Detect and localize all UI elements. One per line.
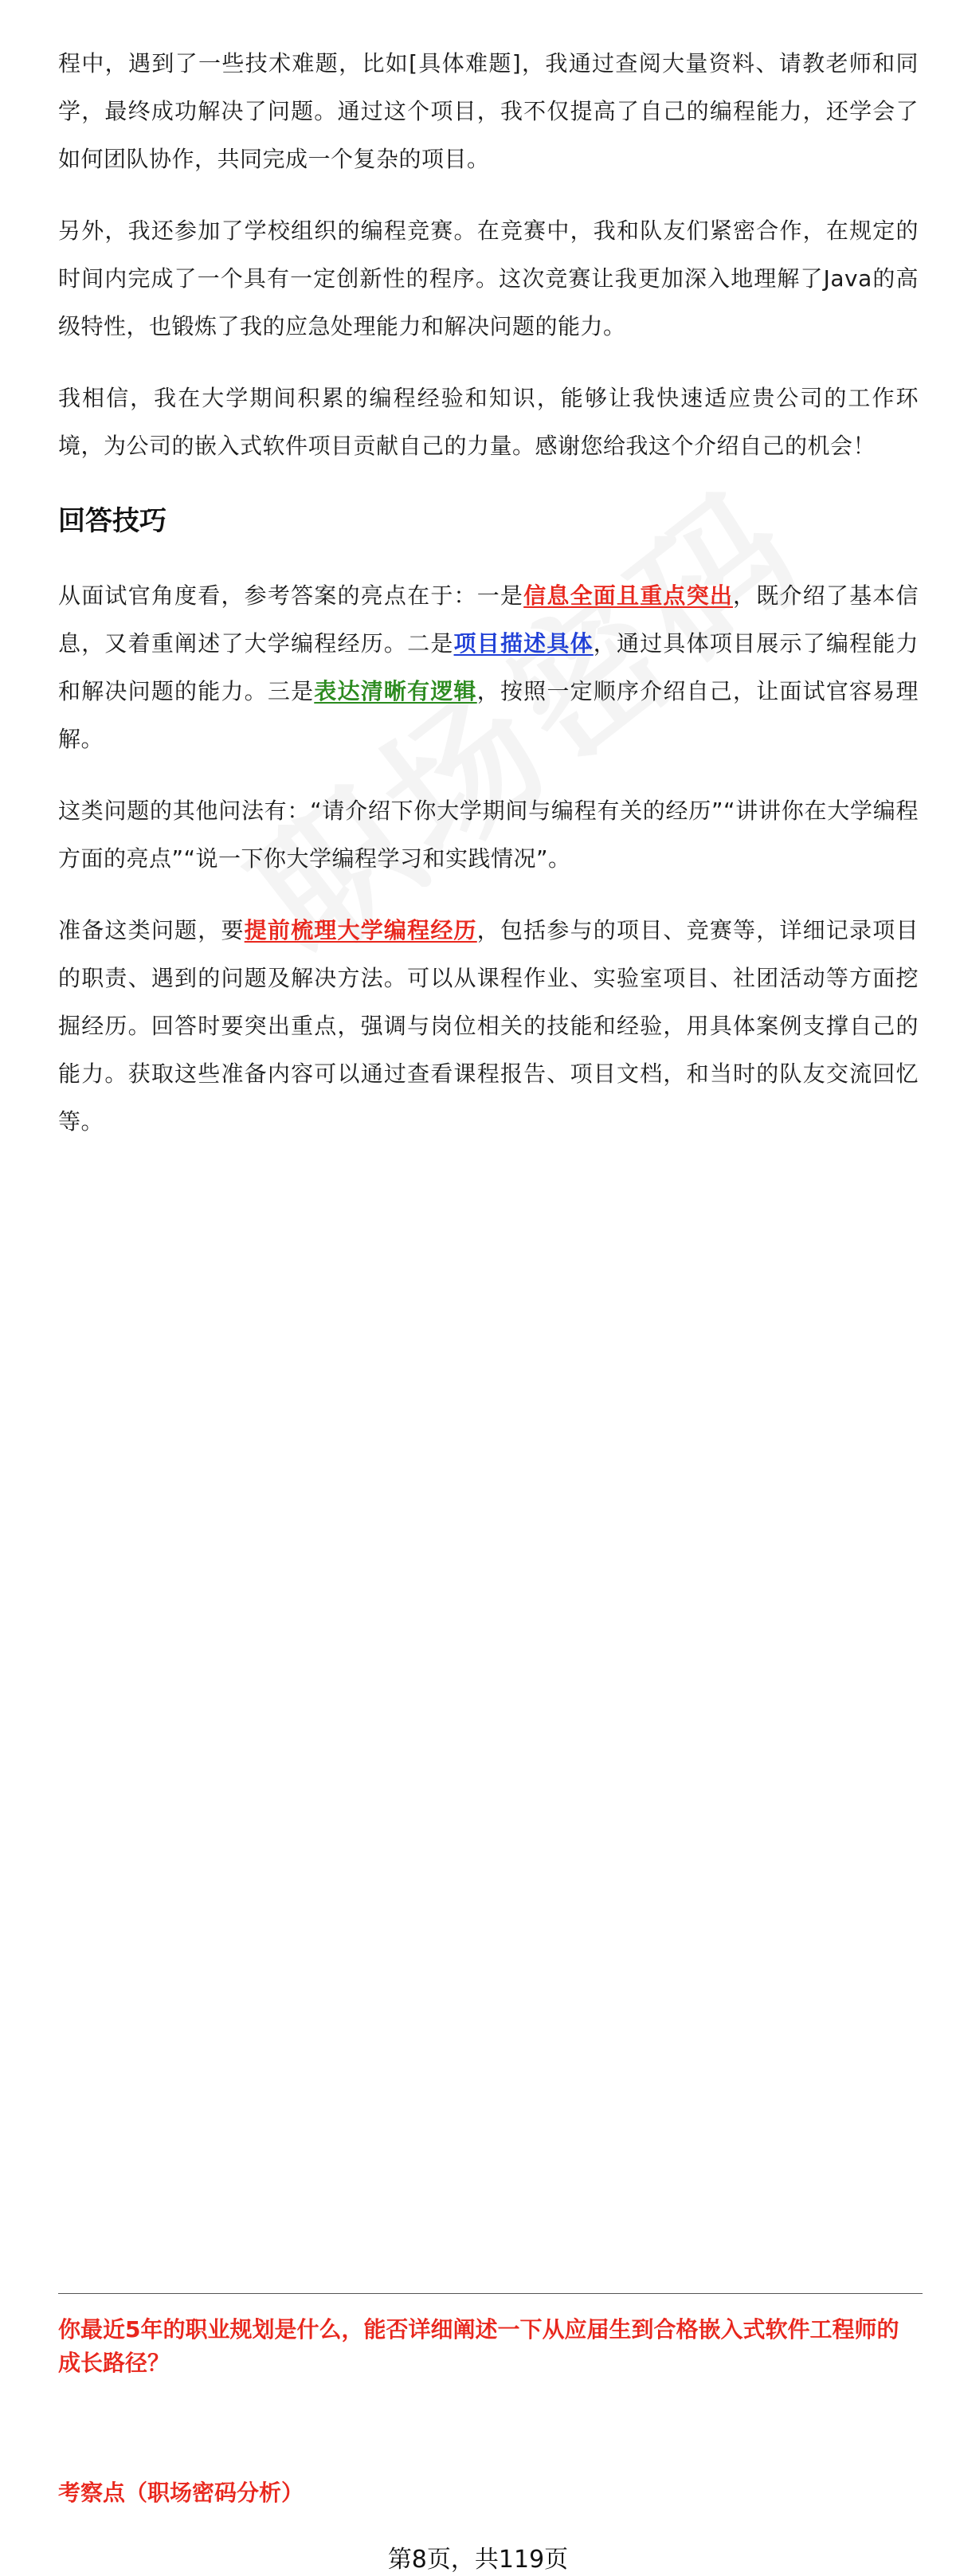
tips-text-segment: ，按照一定顺序介绍自己，让面试官容易理解。 bbox=[58, 678, 919, 752]
highlight-comprehensive-info: 信息全面且重点突出 bbox=[523, 582, 734, 609]
highlight-review-experience: 提前梳理大学编程经历 bbox=[244, 917, 477, 943]
answer-paragraph-1: 程中，遇到了一些技术难题，比如[具体难题]，我通过查阅大量资料、请教老师和同学，最终成功解决了问题。通过这个项目，我不仅提高了自己的编程能力，还学会了如何团队协作，共同完成一个复杂的项目。 bbox=[58, 50, 919, 172]
tips-paragraph-highlights bbox=[58, 572, 919, 763]
document-body bbox=[58, 40, 919, 1146]
tips-paragraph-alternative-questions: 这类问题的其他问法有：“请介绍下你大学期间与编程有关的经历”“讲讲你在大学编程方面的亮点”“说一下你大学编程学习和实践情况”。 bbox=[58, 798, 919, 872]
tips-text-segment: 准备这类问题，要 bbox=[58, 917, 245, 943]
tips-text-segment: ，既介绍了基本信息，又着重阐述了大学编程经历。二是 bbox=[58, 582, 919, 657]
tips-text-segment: ，包括参与的项目、竞赛等，详细记录项目的职责、遇到的问题及解决方法。可以从课程作业、实验室项目、社团活动等方面挖掘经历。回答时要突出重点，强调与岗位相关的技能和经验，用具体案例支撑自己的能力。获取这些准备内容可以通过查看课程报告、项目文档，和当时的队友交流回忆等。 bbox=[58, 917, 919, 1135]
answer-paragraph-2: 另外，我还参加了学校组织的编程竞赛。在竞赛中，我和队友们紧密合作，在规定的时间内完成了一个具有一定创新性的程序。这次竞赛让我更加深入地理解了Java的高级特性，也锻炼了我的应急处理能力和解决问题的能力。 bbox=[58, 218, 919, 339]
highlight-clear-logic: 表达清晰有逻辑 bbox=[314, 678, 477, 704]
tips-paragraph-preparation bbox=[58, 907, 919, 1146]
page-number: 第8页，共119页 bbox=[387, 2546, 569, 2574]
tips-text-segment: 从面试官角度看，参考答案的亮点在于：一是 bbox=[58, 582, 524, 609]
section-divider bbox=[58, 2293, 923, 2294]
highlight-specific-projects: 项目描述具体 bbox=[453, 630, 594, 657]
assessment-point-heading: 考察点（职场密码分析） bbox=[58, 2480, 304, 2506]
answer-paragraph-3: 我相信，我在大学期间积累的编程经验和知识，能够让我快速适应贵公司的工作环境，为公司的嵌入式软件项目贡献自己的力量。感谢您给我这个介绍自己的机会！ bbox=[58, 385, 919, 459]
section-heading-answer-tips: 回答技巧 bbox=[58, 505, 167, 537]
tips-text-segment: ，通过具体项目展示了编程能力和解决问题的能力。三是 bbox=[58, 630, 919, 704]
next-question-title: 你最近5年的职业规划是什么，能否详细阐述一下从应届生到合格嵌入式软件工程师的成长路径？ bbox=[58, 2316, 899, 2376]
